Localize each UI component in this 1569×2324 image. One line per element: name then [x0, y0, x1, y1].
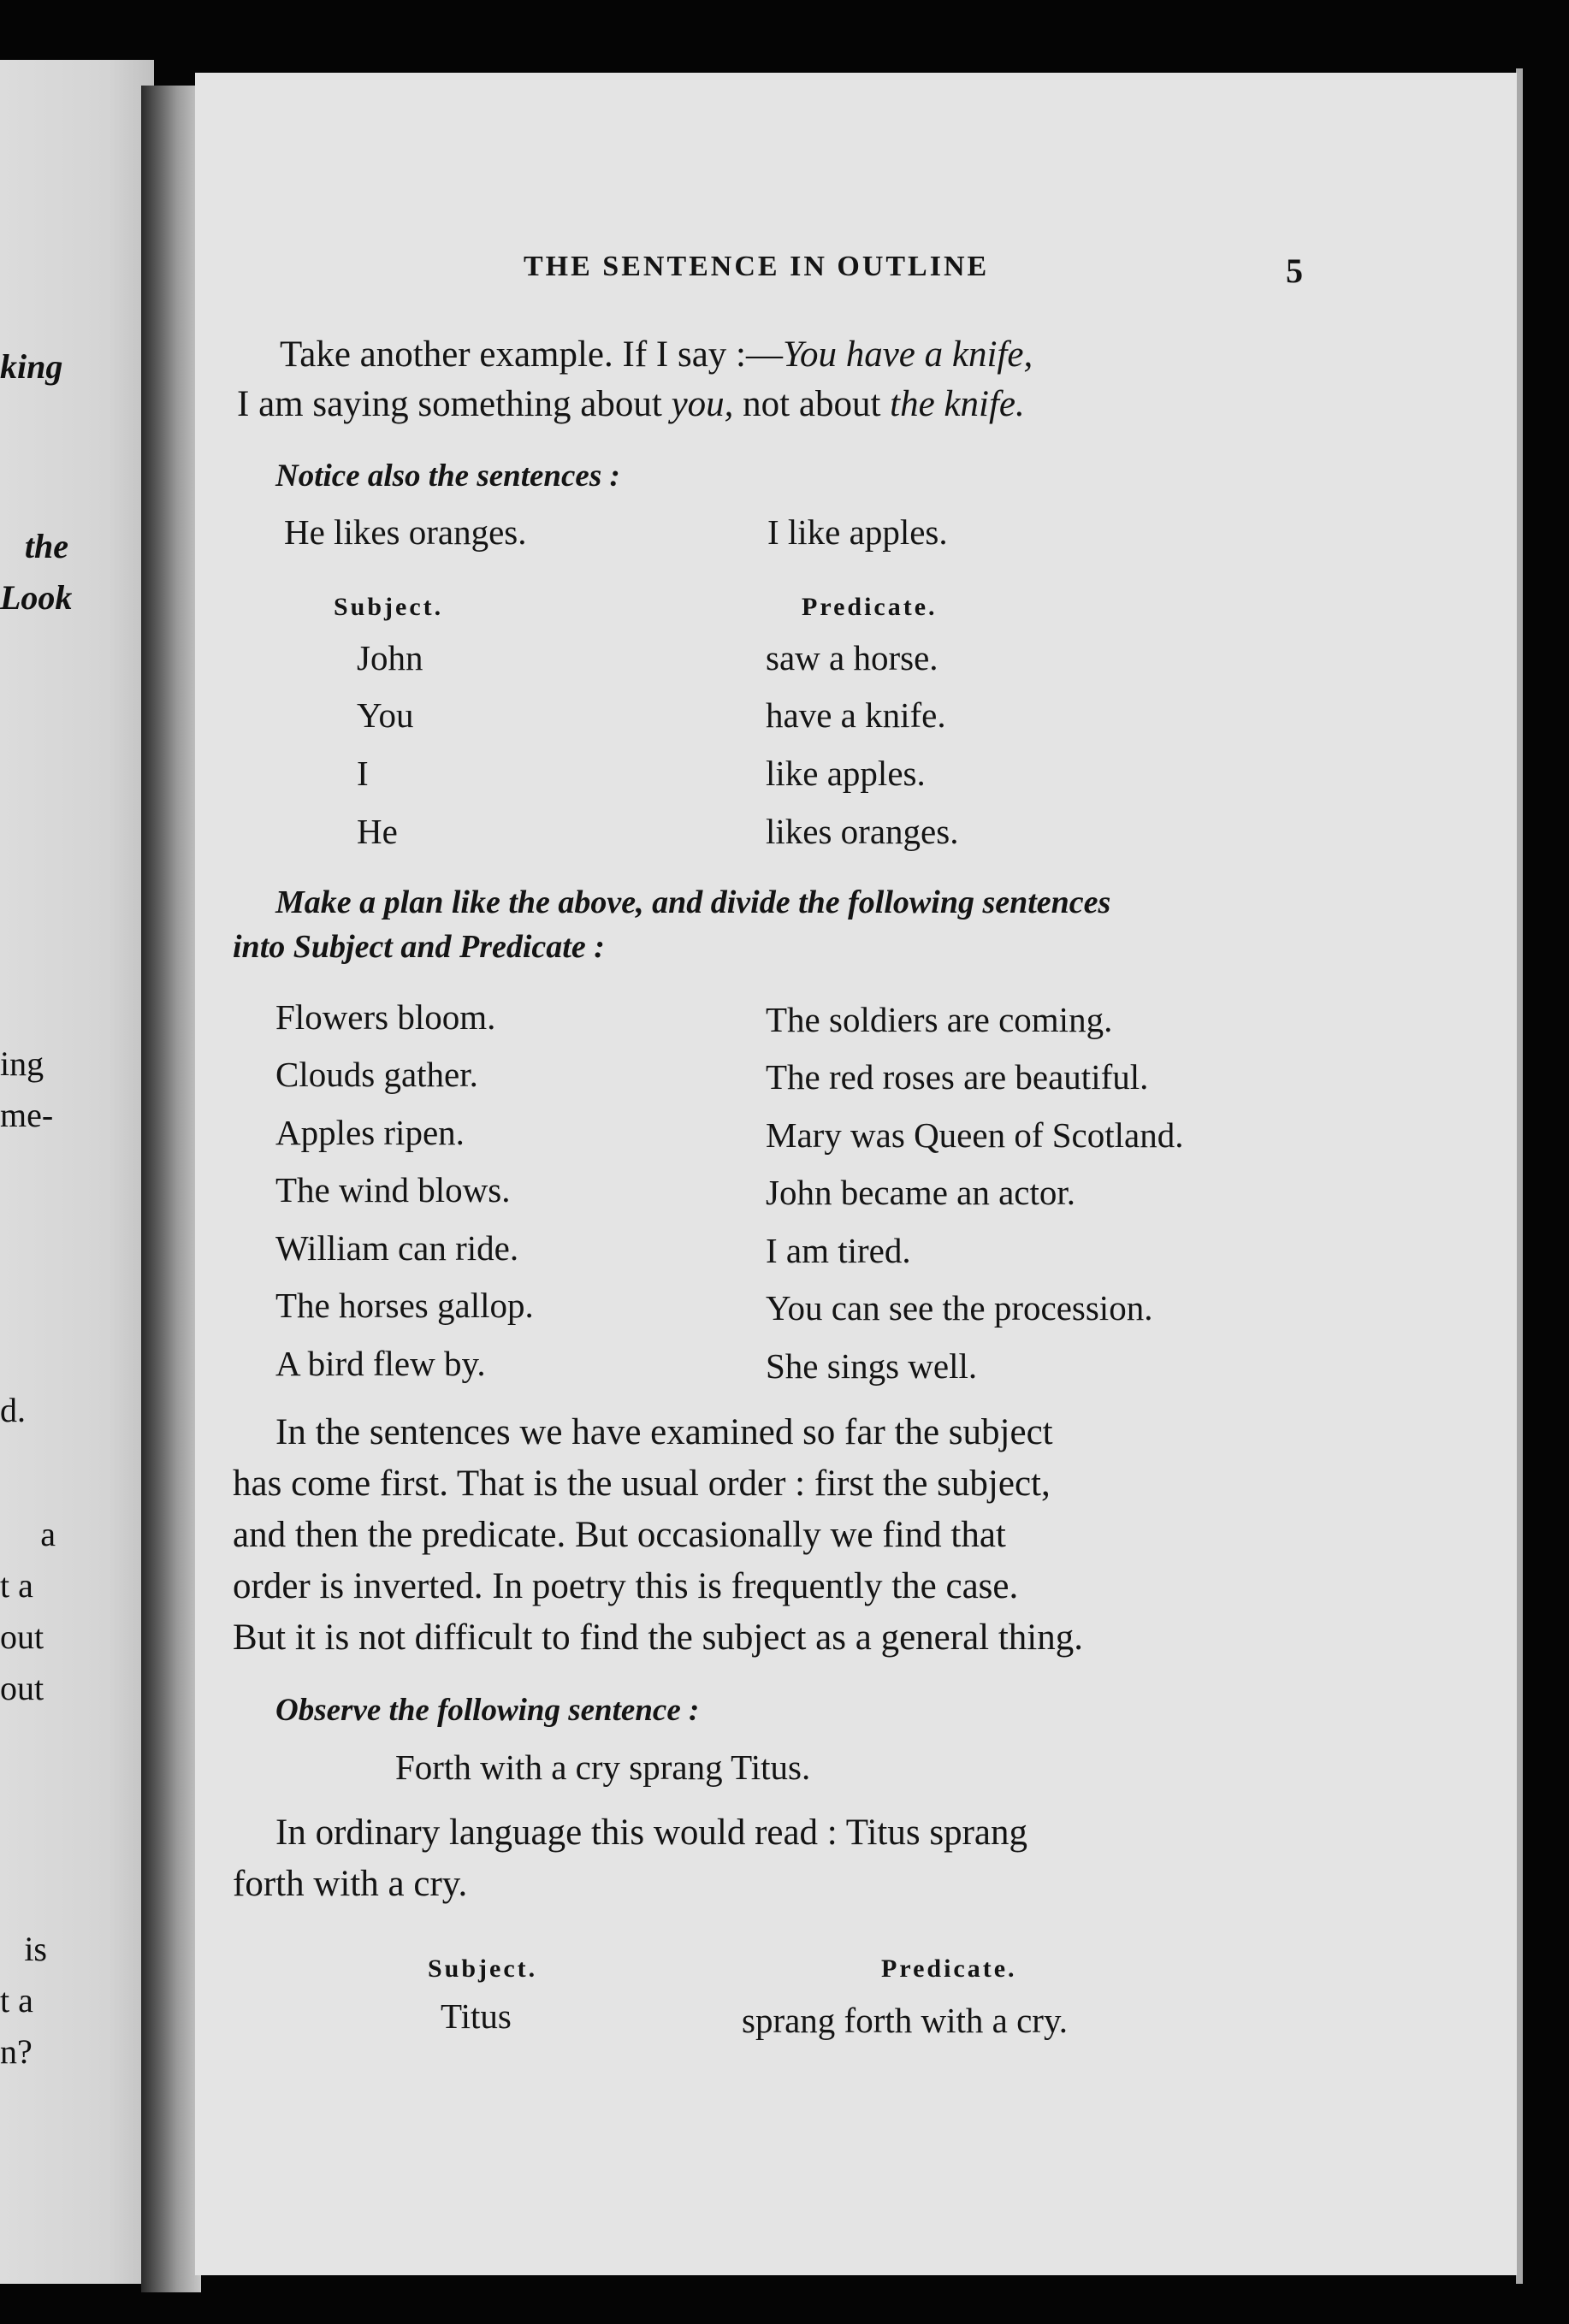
italic-text: the knife.	[890, 384, 1025, 424]
exercise-sentence: A bird flew by.	[275, 1344, 486, 1383]
predicate-cell: likes oranges.	[766, 812, 959, 851]
exercise-sentence: The horses gallop.	[275, 1286, 534, 1325]
prev-page-text: me-	[0, 1096, 54, 1134]
instruction: Make a plan like the above, and divide the following sentences	[275, 884, 1111, 920]
exercise-sentence: Apples ripen.	[275, 1113, 465, 1152]
predicate-cell: sprang forth with a cry.	[742, 2001, 1069, 2040]
exercise-sentence: Clouds gather.	[275, 1055, 478, 1094]
exercise-sentence: William can ride.	[275, 1228, 519, 1268]
predicate-cell: like apples.	[766, 754, 926, 793]
prev-page-text: a	[40, 1515, 56, 1553]
prev-page-text: ing	[0, 1044, 44, 1083]
predicate-header: Predicate.	[881, 1954, 1017, 1983]
prev-page-text: is	[24, 1930, 47, 1968]
subject-cell: He	[357, 812, 398, 851]
exercise-sentence: She sings well.	[766, 1346, 978, 1386]
prev-page-text: t a	[0, 1566, 33, 1605]
prev-page-text: the	[24, 527, 68, 565]
subject-header: Subject.	[334, 593, 444, 621]
example-sentence: Forth with a cry sprang Titus.	[395, 1747, 811, 1787]
exercise-sentence: The wind blows.	[275, 1170, 511, 1209]
paragraph-line: In the sentences we have examined so far the subject	[275, 1412, 1053, 1452]
paragraph-line: and then the predicate. But occasionally we find that	[233, 1515, 1006, 1555]
prev-page-text: d.	[0, 1391, 26, 1429]
paragraph-line: In ordinary language this would read : Titus sprang	[275, 1812, 1028, 1853]
prev-page-text: n?	[0, 2032, 33, 2071]
book-gutter	[141, 86, 201, 2292]
prev-page-text: out	[0, 1617, 44, 1656]
paragraph-line: order is inverted. In poetry this is frequently the case.	[233, 1566, 1019, 1606]
exercise-sentence: I am tired.	[766, 1231, 911, 1270]
subject-header: Subject.	[428, 1954, 538, 1983]
page-number: 5	[1286, 251, 1303, 290]
page-edge	[1516, 68, 1523, 2284]
exercise-sentence: The soldiers are coming.	[766, 1000, 1113, 1039]
predicate-header: Predicate.	[802, 593, 938, 621]
predicate-cell: have a knife.	[766, 695, 946, 735]
paragraph-line: forth with a cry.	[233, 1864, 468, 1904]
paragraph-line: has come first. That is the usual order : first the subject,	[233, 1464, 1051, 1504]
instruction: into Subject and Predicate :	[233, 929, 605, 965]
exercise-sentence: John became an actor.	[766, 1173, 1076, 1212]
prev-page-text: Look	[0, 578, 73, 617]
subject-cell: I	[357, 754, 369, 793]
previous-page-fragment	[0, 60, 154, 2284]
instruction: Observe the following sentence :	[275, 1693, 700, 1728]
italic-text: You have a knife,	[783, 334, 1033, 375]
text-run: Take another example. If I say :—	[280, 334, 783, 375]
exercise-sentence: The red roses are beautiful.	[766, 1057, 1149, 1097]
subject-cell: You	[357, 695, 414, 735]
running-header: THE SENTENCE IN OUTLINE	[524, 251, 990, 282]
paragraph-line	[280, 334, 1033, 376]
predicate-cell: saw a horse.	[766, 638, 938, 677]
exercise-sentence: Flowers bloom.	[275, 997, 496, 1037]
example-sentence: I like apples.	[767, 512, 948, 552]
text-run: not about	[733, 384, 891, 424]
exercise-sentence: You can see the procession.	[766, 1288, 1153, 1328]
instruction: Notice also the sentences :	[275, 458, 620, 494]
prev-page-text: out	[0, 1669, 44, 1707]
italic-text: you,	[671, 384, 734, 424]
example-sentence: He likes oranges.	[284, 512, 527, 552]
paragraph-line: But it is not difficult to find the subject as a general thing.	[233, 1617, 1083, 1658]
text-run: I am saying something about	[237, 384, 672, 424]
exercise-sentence: Mary was Queen of Scotland.	[766, 1115, 1184, 1155]
prev-page-text: king	[0, 347, 63, 386]
subject-cell: Titus	[441, 1996, 512, 2036]
prev-page-text: t a	[0, 1981, 33, 2019]
paragraph-line	[237, 383, 1025, 425]
subject-cell: John	[357, 638, 423, 677]
